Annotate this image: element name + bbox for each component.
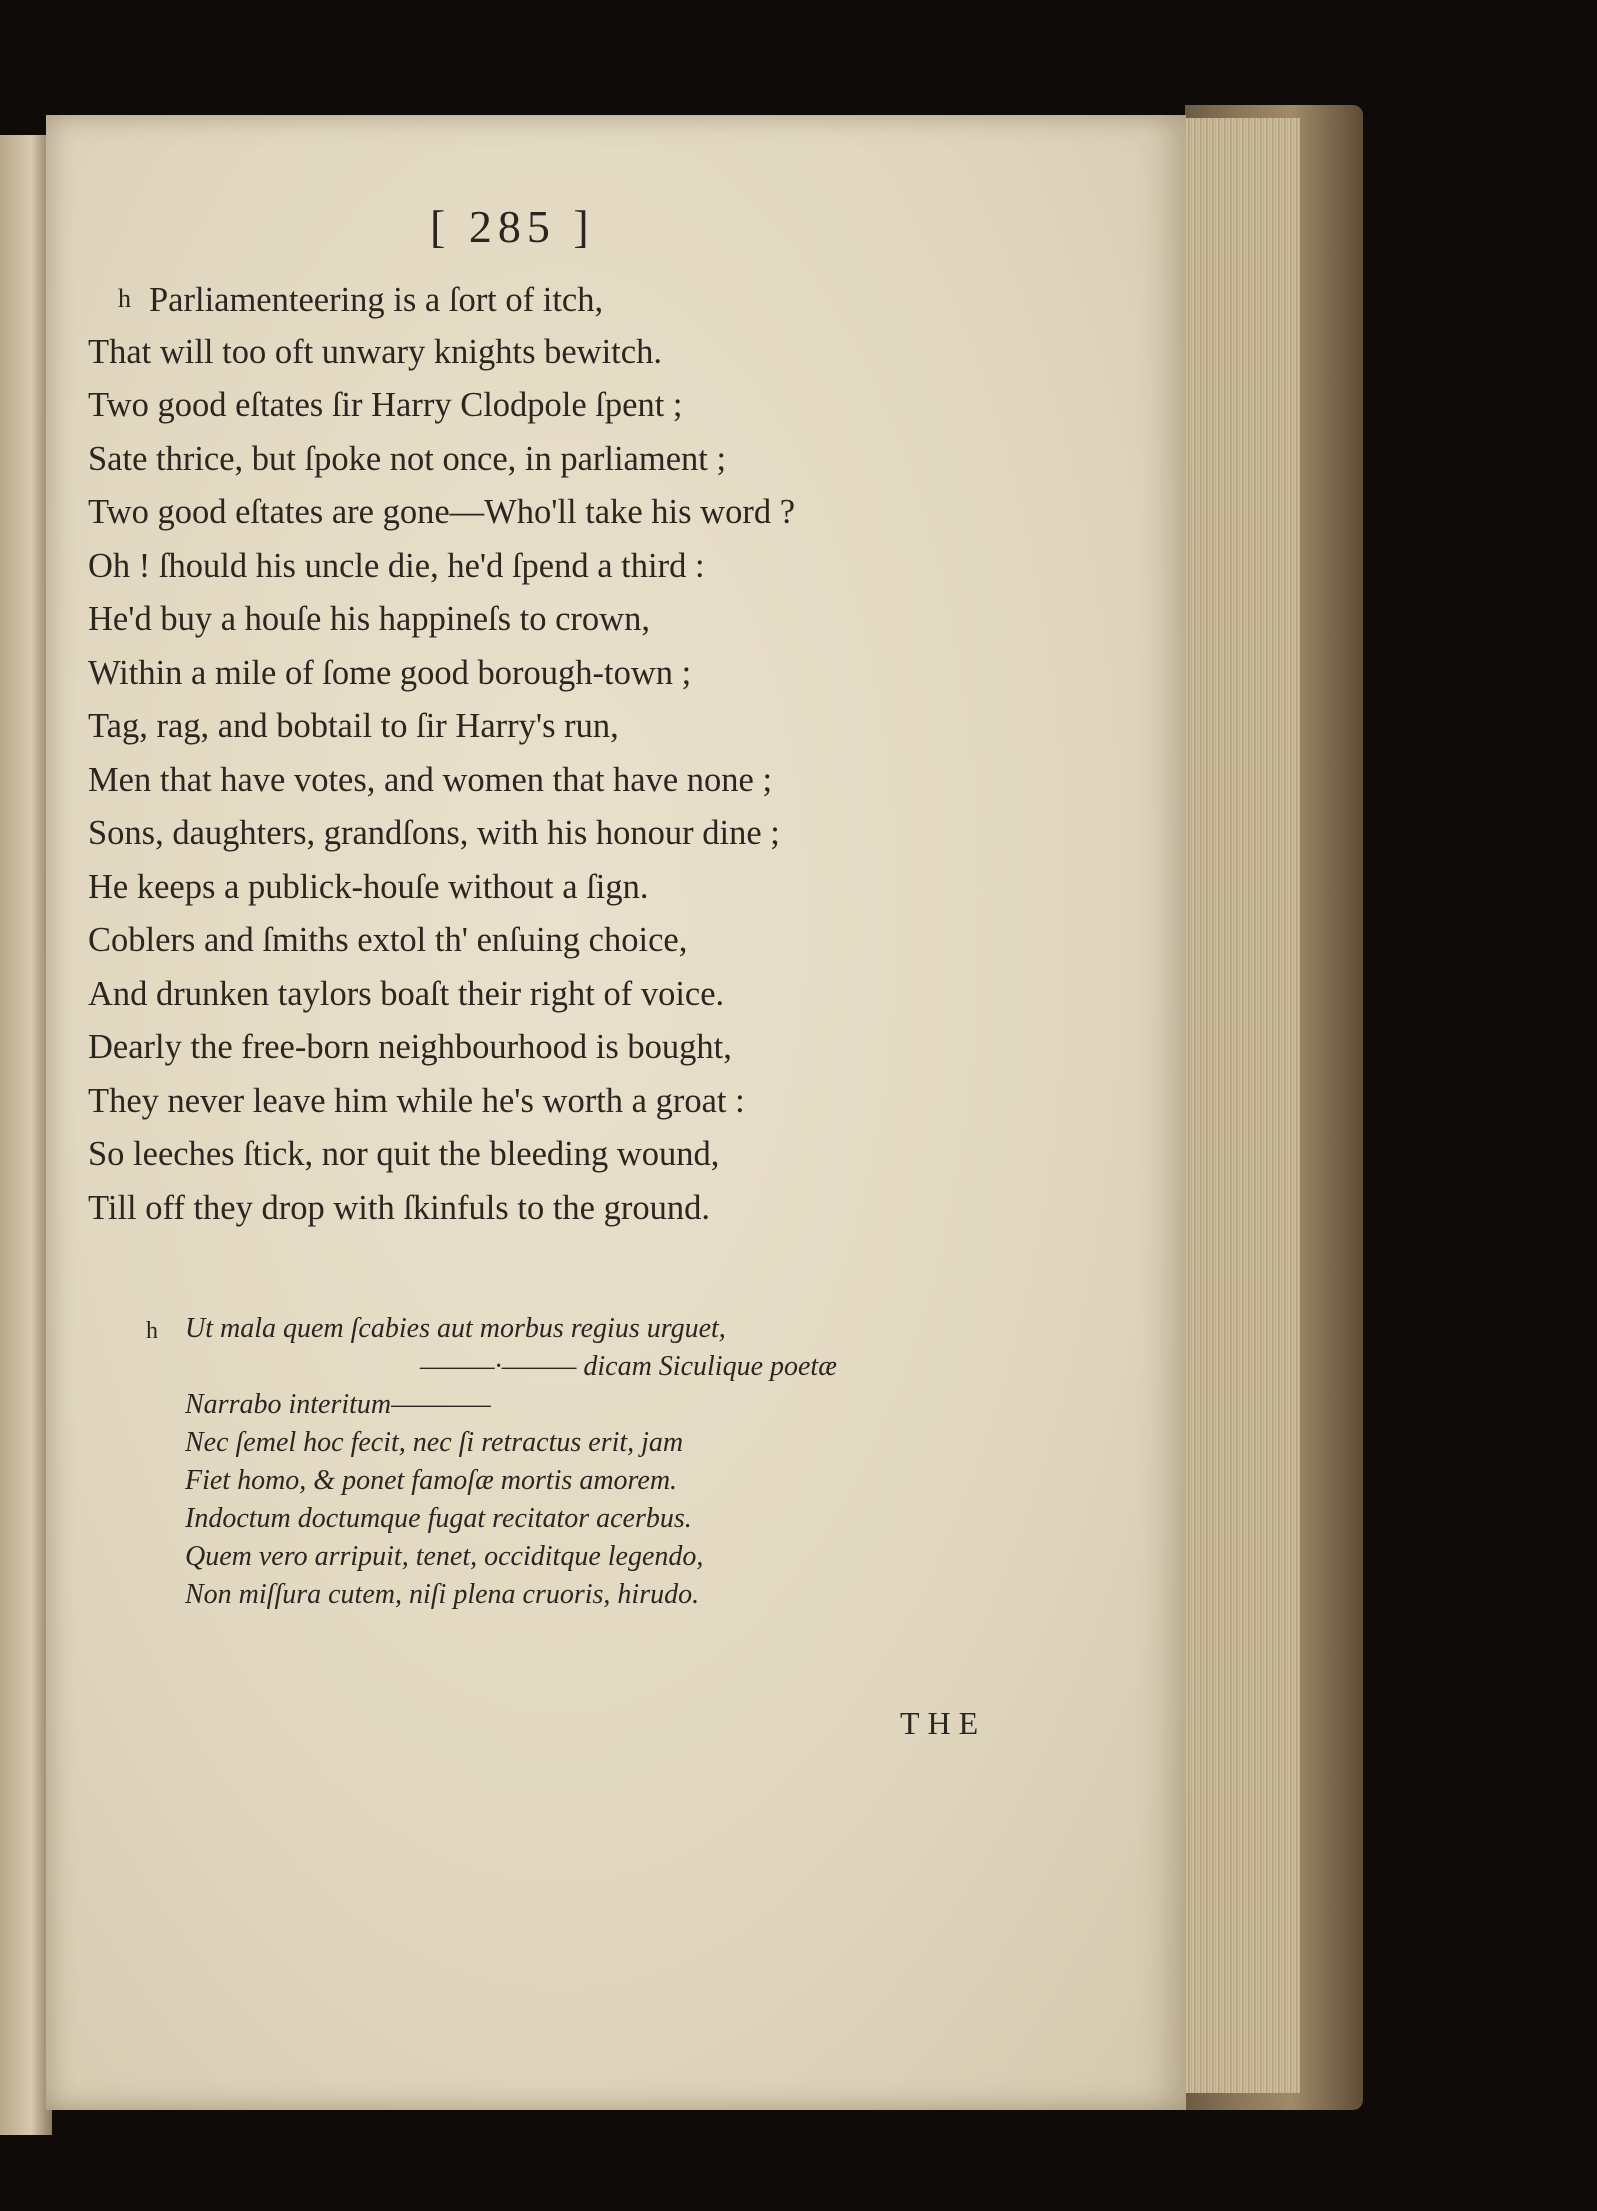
poem-line: Within a mile of ſome good borough-town ; [88,653,692,692]
poem-line: h Parliamenteering is a ſort of itch, [118,281,604,319]
footnote-line: Narrabo interitum———— [185,1389,491,1420]
footnote-line: Indoctum doctumque fugat recitator acerbus. [185,1503,692,1534]
poem-line: He keeps a publick-houſe without a ſign. [88,867,649,906]
page-number: [ 285 ] [430,201,595,252]
poem-line: They never leave him while he's worth a groat : [88,1081,745,1120]
footnote-line: Nec ſemel hoc fecit, nec ſi retractus erit, jam [185,1427,684,1458]
poem-line: Tag, rag, and bobtail to ſir Harry's run, [88,707,619,745]
catchword: THE [900,1705,987,1741]
poem-line: Oh ! ſhould his uncle die, he'd ſpend a third : [88,546,705,585]
footnote-line: Quem vero arripuit, tenet, occiditque legendo, [185,1541,704,1572]
footnote-line: ———·——— dicam Siculique poetæ [420,1351,837,1382]
footnote-mark: h [146,1318,158,1344]
poem-line: Coblers and ſmiths extol th' enſuing choice, [88,921,688,959]
poem-line: Sons, daughters, grandſons, with his honour dine ; [88,814,780,852]
poem-line: And drunken taylors boaſt their right of voice. [88,974,725,1013]
poem-line: Till off they drop with ſkinfuls to the ground. [88,1188,710,1227]
poem-line: Men that have votes, and women that have none ; [88,760,773,799]
note-mark: h [118,284,131,313]
poem-line: So leeches ſtick, nor quit the bleeding wound, [88,1135,720,1173]
footnote-line: Non miſſura cutem, niſi plena cruoris, hirudo. [185,1579,700,1610]
poem-line: Two good eſtates ſir Harry Clodpole ſpent ; [88,386,683,424]
previous-page-edge [0,135,52,2135]
poem-line: He'd buy a houſe his happineſs to crown, [88,600,650,638]
poem [88,272,1088,1235]
poem-line: Sate thrice, but ſpoke not once, in parliament ; [88,439,727,478]
footnote-line: Ut mala quem ſcabies aut morbus regius urguet, [185,1313,726,1344]
poem-line: Two good eſtates are gone—Who'll take his word ? [88,493,796,531]
page-edges [1180,118,1300,2093]
footnote-line: Fiet homo, & ponet famoſæ mortis amorem. [185,1465,678,1496]
poem-line: That will too oft unwary knights bewitch. [88,332,662,371]
footnote [185,1310,1085,1614]
poem-line: Dearly the free-born neighbourhood is bought, [88,1028,732,1066]
